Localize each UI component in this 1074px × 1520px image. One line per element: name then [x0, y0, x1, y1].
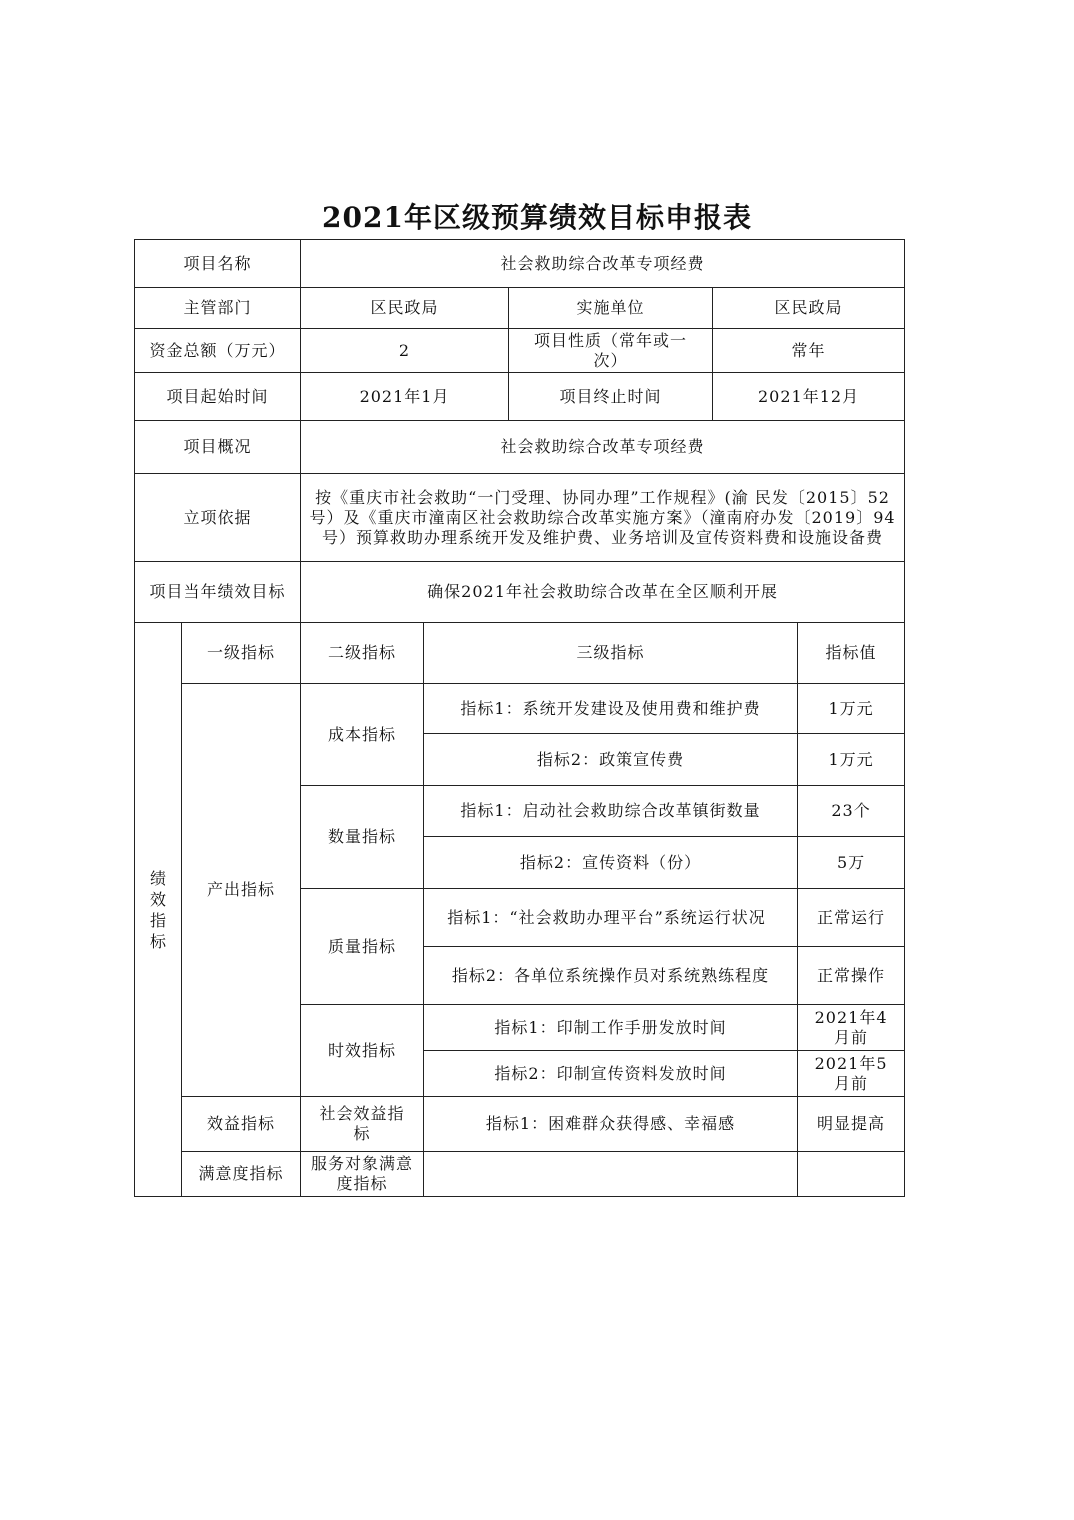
project-name-value: 社会救助综合改革专项经费: [301, 240, 905, 288]
header-level2: 二级指标: [301, 623, 424, 684]
row-indicator-header: [135, 623, 905, 684]
basis-label: 立项依据: [135, 474, 301, 562]
indicator-value: 明显提高: [798, 1097, 905, 1152]
annual-goal-value: 确保2021年社会救助综合改革在全区顺利开展: [301, 562, 905, 623]
performance-indicator-side-label: 绩效指标: [135, 623, 182, 1197]
impl-unit-label: 实施单位: [509, 288, 713, 329]
fund-total-value: 2: [301, 329, 509, 373]
row-basis: [135, 474, 905, 562]
row-project-name: [135, 240, 905, 288]
overview-label: 项目概况: [135, 421, 301, 474]
header-value: 指标值: [798, 623, 905, 684]
header-level3: 三级指标: [424, 623, 798, 684]
indicator-item: 指标2：印制宣传资料发放时间: [424, 1051, 798, 1097]
fund-total-label: 资金总额（万元）: [135, 329, 301, 373]
indicator-value: 23个: [798, 786, 905, 837]
indicator-value: [798, 1152, 905, 1197]
table-row: [135, 1097, 905, 1152]
indicator-item: 指标1：印制工作手册发放时间: [424, 1005, 798, 1051]
social-benefit-label: 社会效益指标: [301, 1097, 424, 1152]
quality-indicator-label: 质量指标: [301, 889, 424, 1005]
start-time-value: 2021年1月: [301, 373, 509, 421]
start-time-label: 项目起始时间: [135, 373, 301, 421]
indicator-item: 指标2：各单位系统操作员对系统熟练程度: [424, 947, 798, 1005]
department-label: 主管部门: [135, 288, 301, 329]
indicator-item: 指标2：政策宣传费: [424, 734, 798, 786]
indicator-value: 2021年5月前: [798, 1051, 905, 1097]
indicator-value: 1万元: [798, 684, 905, 734]
row-fund: [135, 329, 905, 373]
indicator-item: 指标1：启动社会救助综合改革镇街数量: [424, 786, 798, 837]
indicator-item: 指标1：“社会救助办理平台”系统运行状况: [424, 889, 798, 947]
indicator-item: 指标2：宣传资料（份）: [424, 837, 798, 889]
timeliness-indicator-label: 时效指标: [301, 1005, 424, 1097]
table-row: [135, 1152, 905, 1197]
document-title: 2021年区级预算绩效目标申报表: [322, 201, 752, 234]
basis-value: 按《重庆市社会救助“一门受理、协同办理”工作规程》(渝 民发〔2015〕52 号）及《重庆市潼南区社会救助综合改革实施方案》（潼南府办发〔2019〕94号）预算救助办理系统开发及维护费、业务培训及宣传资料费和设施设备费: [301, 474, 905, 562]
row-department: [135, 288, 905, 329]
table-row: [135, 684, 905, 734]
indicator-value: 1万元: [798, 734, 905, 786]
indicator-value: 正常运行: [798, 889, 905, 947]
nature-value: 常年: [713, 329, 905, 373]
row-time: [135, 373, 905, 421]
budget-performance-table: [134, 239, 905, 1197]
indicator-value: 5万: [798, 837, 905, 889]
end-time-value: 2021年12月: [713, 373, 905, 421]
benefit-indicator-label: 效益指标: [182, 1097, 301, 1152]
output-indicator-label: 产出指标: [182, 684, 301, 1097]
indicator-item: [424, 1152, 798, 1197]
row-annual-goal: [135, 562, 905, 623]
annual-goal-label: 项目当年绩效目标: [135, 562, 301, 623]
department-value: 区民政局: [301, 288, 509, 329]
indicator-value: 正常操作: [798, 947, 905, 1005]
impl-unit-value: 区民政局: [713, 288, 905, 329]
indicator-value: 2021年4月前: [798, 1005, 905, 1051]
service-satisfaction-label: 服务对象满意度指标: [301, 1152, 424, 1197]
quantity-indicator-label: 数量指标: [301, 786, 424, 889]
nature-label: 项目性质（常年或一次）: [509, 329, 713, 373]
cost-indicator-label: 成本指标: [301, 684, 424, 786]
overview-value: 社会救助综合改革专项经费: [301, 421, 905, 474]
header-level1: 一级指标: [182, 623, 301, 684]
project-name-label: 项目名称: [135, 240, 301, 288]
end-time-label: 项目终止时间: [509, 373, 713, 421]
indicator-item: 指标1：系统开发建设及使用费和维护费: [424, 684, 798, 734]
row-overview: [135, 421, 905, 474]
satisfaction-indicator-label: 满意度指标: [182, 1152, 301, 1197]
indicator-item: 指标1：困难群众获得感、幸福感: [424, 1097, 798, 1152]
